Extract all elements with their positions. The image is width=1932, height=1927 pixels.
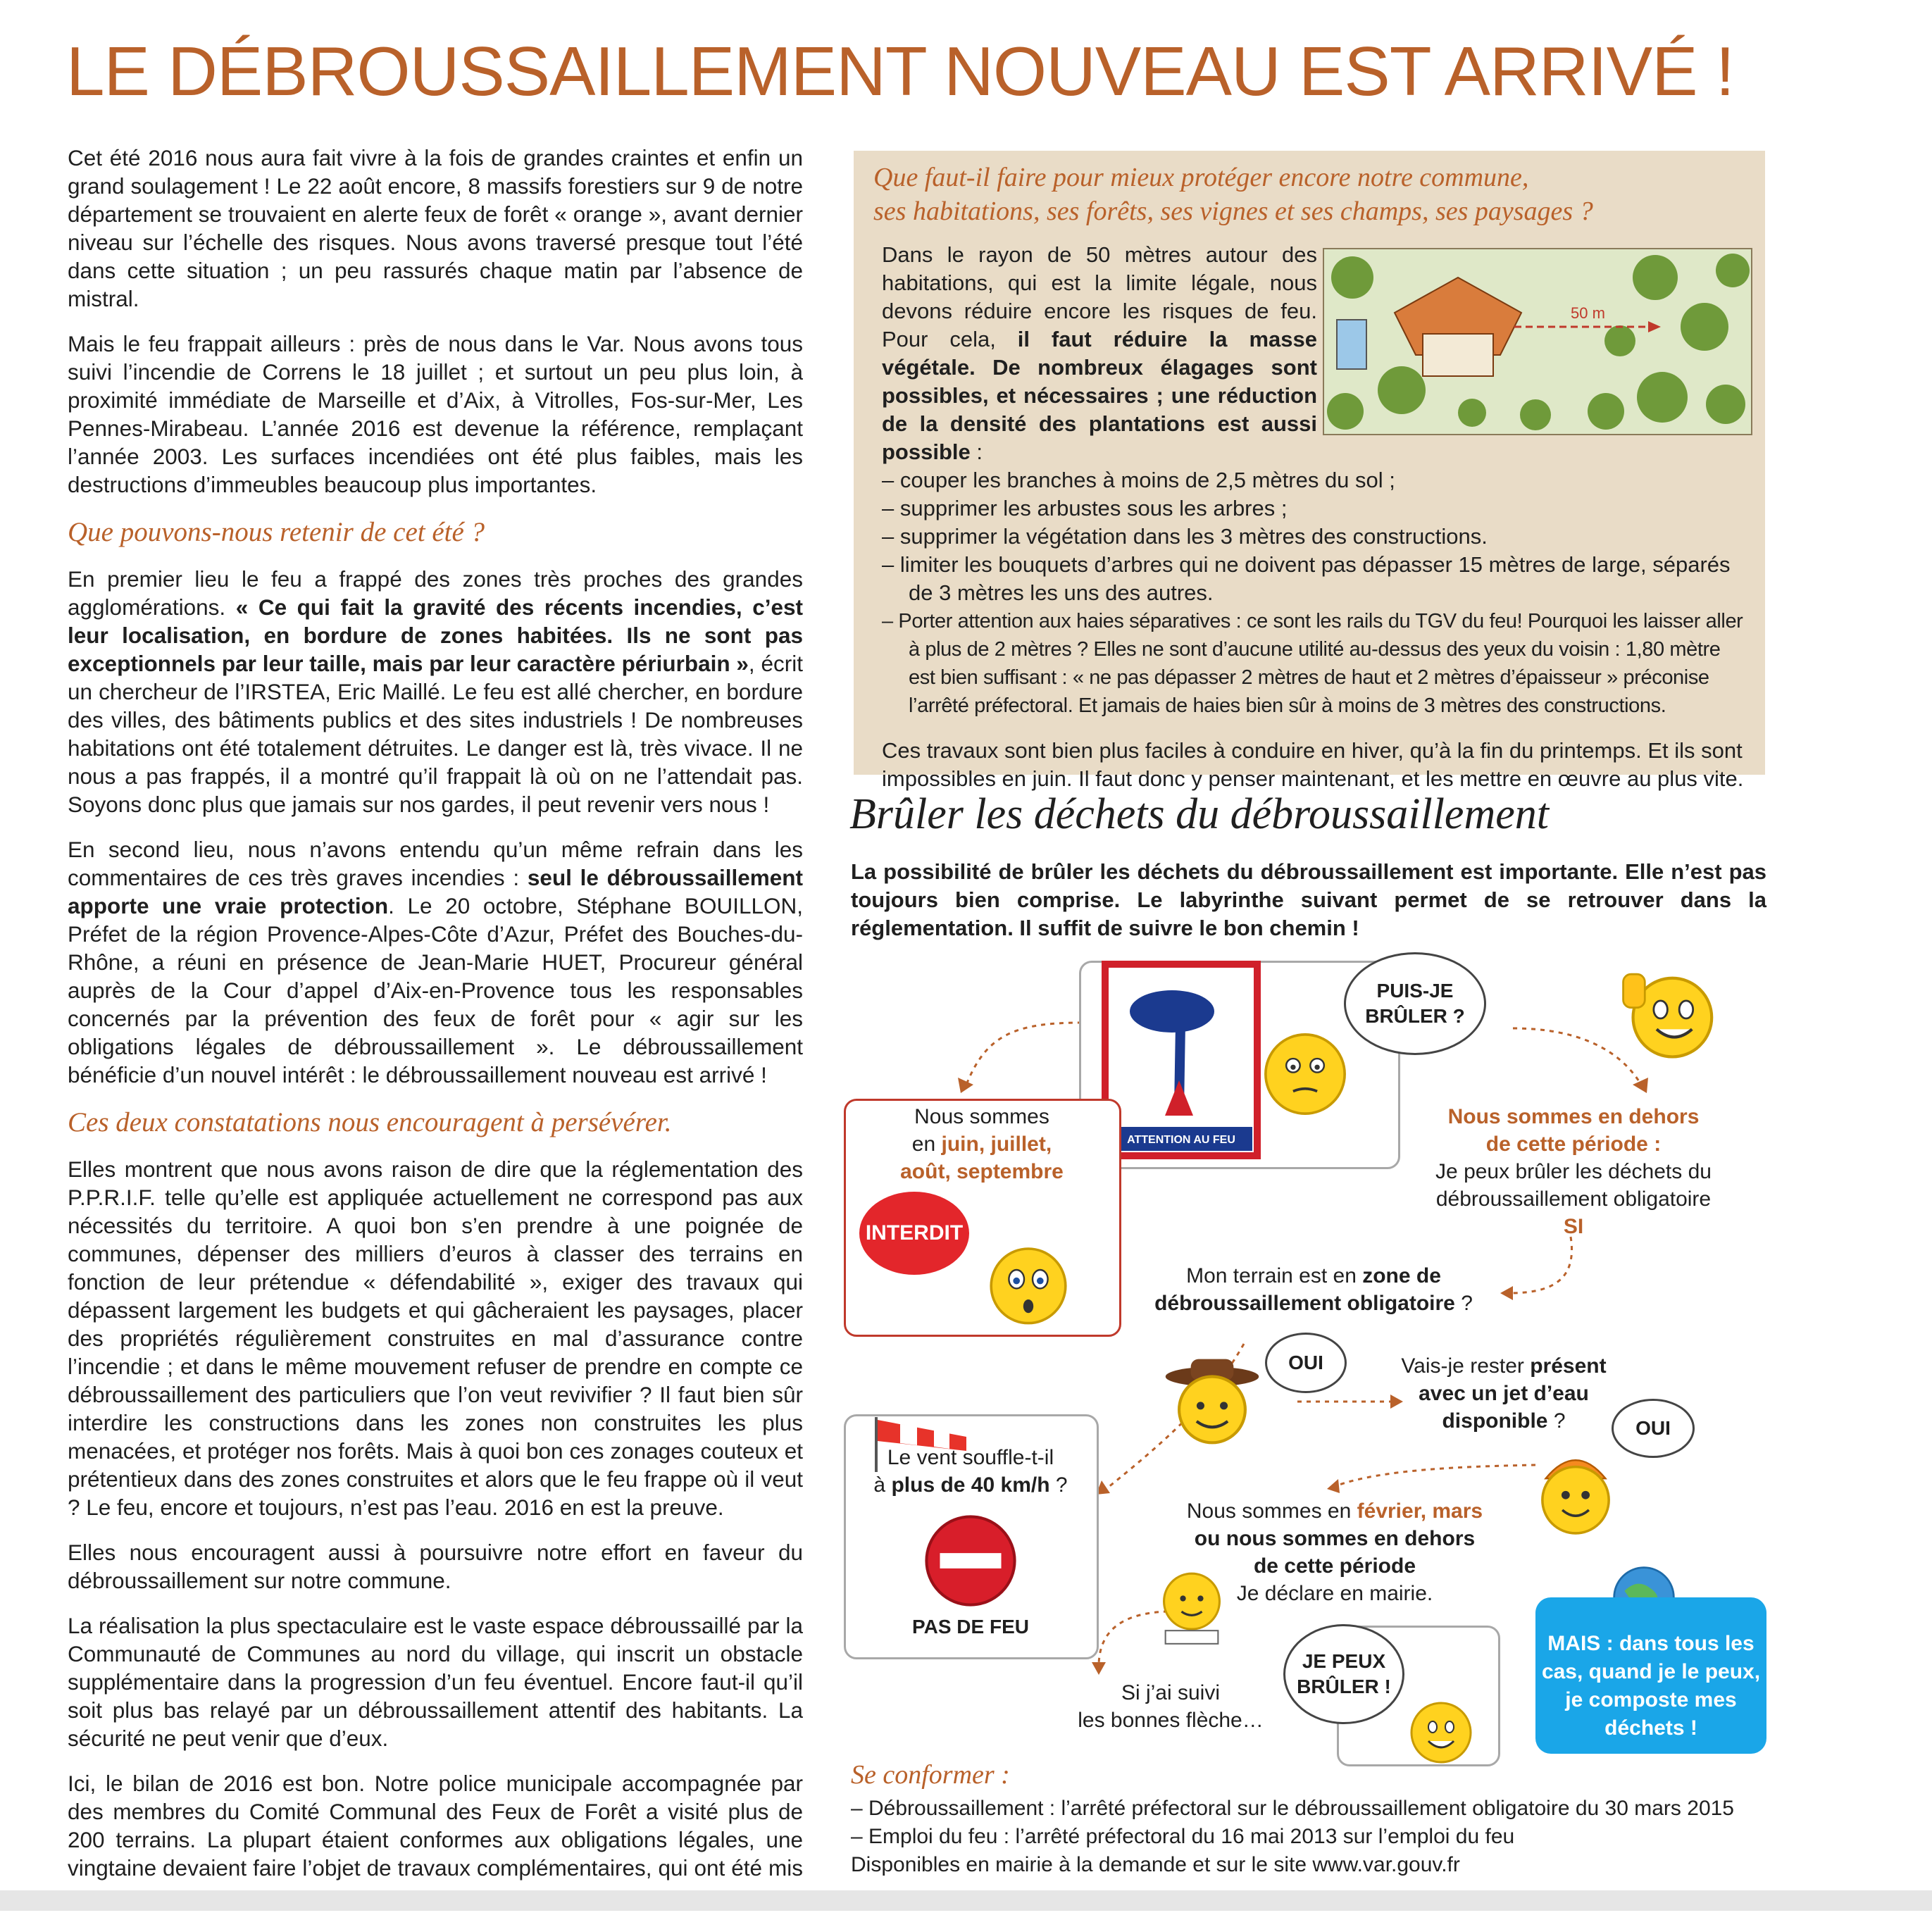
happy-smiley-icon: [1406, 1697, 1476, 1765]
se-conformer: [851, 1759, 1781, 1879]
sign-text: ATTENTION AU FEU: [1127, 1134, 1235, 1146]
conform-line: – Débroussaillement : l’arrêté préfectoral sur le débroussaillement obligatoire du 30 mars 2015: [851, 1797, 1734, 1820]
thumbs-up-smiley-icon: [1617, 966, 1716, 1061]
no-entry-icon: [923, 1513, 1018, 1609]
period-text: Nous sommes en juin, juillet, août, septembre: [900, 1105, 1064, 1183]
section-heading: Que pouvons-nous retenir de cet été ?: [68, 517, 485, 547]
paragraph: Elles montrent que nous avons raison de dire que la réglementation des P.P.R.I.F. telle qu’elle est appliquée actuellement ne correspond pas aux nécessités du territoire. A quoi bon s’en prendre à une poignée de communes, dépenser des milliers d’euros à classer des terrains en fonction de leur prétendue « défendabilité », exiger des travaux qui dépassent largement les budgets et qui gâcheraient les paysages, placer des propriétés régulièrement construites en mal d’assurance contre l’incendie ; et dans le même mouvement refuser de prendre en compte ce débroussaillement des particuliers que l’on veut revivifier ? Il faut bien sûr interdire les constructions dans les zones non construites les plus menacées, et protéger nos forêts. Mais à quoi bon ces zonages couteux et prétentieux dans des zones construites et alors que le feu frappe où il veut ? Le feu, encore et toujours, n’est pas l’eau. 2016 en est la preuve.: [68, 1156, 803, 1520]
fevrier-text: Nous sommes en février, mars ou nous sommes en dehors de cette période Je déclare en mairie.: [1186, 1499, 1483, 1605]
worried-smiley-icon: [986, 1237, 1071, 1328]
box-intro: Dans le rayon de 50 mètres autour des habitations, qui est la limite légale, nous devons réduire encore les risques de feu. Pour cela, il faut réduire la masse végétale. De nombreux élagages sont possibles, et nécessaires ; une réduction de la densité des plantations est aussi possible :: [882, 242, 1317, 464]
dehors-text: Nous sommes en dehors de cette période : Je peux brûler les déchets du débroussaillement obligatoire SI: [1435, 1105, 1712, 1238]
attention-sign-icon: [1102, 961, 1261, 1159]
present-question: Vais-je rester présent avec un jet d’eau disponible ?: [1401, 1354, 1607, 1433]
vent-question: Le vent souffle-t-il à plus de 40 km/h ?: [873, 1446, 1068, 1497]
je-peux-bubble: JE PEUX BRÛLER !: [1283, 1624, 1404, 1724]
bruler-intro: La possibilité de brûler les déchets du débroussaillement est importante. Elle n’est pas toujours bien comprise. Le labyrinthe suivant permet de se retrouver dans la réglementation. Il suffit de suivre le bon chemin !: [851, 859, 1766, 940]
paragraph: En second lieu, nous n’avons entendu qu’un même refrain dans les commentaires de ces très graves incendies : seul le débroussaillement apporte une vraie protection. Le 20 octobre, Stéphane BOUILLON, Préfet de la région Provence-Alpes-Côte d’Azur, Préfet des Bouches-du-Rhône, a réuni en présence de Jean-Marie HUET, Procureur général auprès de la Cour d’appel d’Aix-en-Provence tous les responsables concernés par la prévention des feux de forêt pour « agir sur les obligations légales de débroussaillement ». Le débroussaillement bénéficie d’un nouvel intérêt : le débroussaillement nouveau est arrivé !: [68, 837, 804, 1087]
section-heading: Ces deux constatations nous encouragent à persévérer.: [68, 1107, 672, 1137]
thinking-smiley-icon: [1262, 1031, 1348, 1117]
pas-de-feu-label: PAS DE FEU: [912, 1616, 1029, 1638]
box-heading: Que faut-il faire pour mieux protéger encore notre commune, ses habitations, ses forêts, ses vignes et ses champs, ses paysages ?: [873, 163, 1593, 226]
writing-smiley-icon: [1155, 1569, 1228, 1647]
oui-bubble: OUI: [1612, 1399, 1695, 1458]
interdit-badge: INTERDIT: [859, 1192, 969, 1275]
paragraph: En premier lieu le feu a frappé des zones très proches des grandes agglomérations. « Ce qui fait la gravité des récents incendies, c’est leur localisation, en bordure de zones habitées. Ils ne sont pas exceptionnels par leur taille, mais par leur caractère périurbain », écrit un chercheur de l’IRSTEA, Eric Maillé. Le feu est allé chercher, en bordure des villes, des bâtiments publics et des sites industriels ! De nombreuses habitations ont été totalement détruites. Le danger est là, très vivace. Il ne nous a pas frappés, il a montré qu’il frappait là où on ne l’attendait pas. Soyons donc plus que jamais sur nos gardes, il peut revenir vers nous !: [68, 566, 803, 817]
cowboy-smiley-icon: [1164, 1355, 1261, 1447]
terrain-question: Mon terrain est en zone de débroussaillement obligatoire ?: [1154, 1264, 1473, 1315]
mais-compost-box: MAIS : dans tous les cas, quand je le peux, je composte mes déchets !: [1535, 1597, 1766, 1754]
box-outro: Ces travaux sont bien plus faciles à conduire en hiver, qu’à la fin du printemps. Et ils sont impossibles en juin. Il faut donc y penser maintenant, et les mettre en œuvre au plus vite.: [882, 738, 1744, 791]
page-title: LE DÉBROUSSAILLEMENT NOUVEAU EST ARRIVÉ !: [66, 32, 1734, 110]
suivi-text: Si j’ai suivi les bonnes flèche…: [1078, 1681, 1264, 1732]
puis-je-bubble: PUIS-JE BRÛLER ?: [1344, 952, 1486, 1055]
oui-bubble: OUI: [1265, 1333, 1347, 1393]
bottom-band: [0, 1890, 1932, 1911]
list-item: – limiter les bouquets d’arbres qui ne doivent pas dépasser 15 mètres de large, séparés de 3 mètres les uns des autres.: [882, 552, 1731, 605]
conform-heading: Se conformer :: [851, 1760, 1010, 1790]
paragraph: La réalisation la plus spectaculaire est le vaste espace débroussaillé par la Communauté de Communes au nord du village, qui inscrit un obstacle supplémentaire dans la progression d’un feu éventuel. Encore faut-il qu’il soit plus bas relayé par un débroussaillement attentif des habitants. La sécurité ne peut venir que d’eux.: [68, 1613, 803, 1751]
paragraph: Cet été 2016 nous aura fait vivre à la fois de grandes craintes et enfin un grand soulagement ! Le 22 août encore, 8 massifs forestiers sur 9 de notre département se trouvaient en alerte feux de forêt « orange », avant dernier niveau sur l’échelle des risques. Nous avons traversé presque tout l’été dans cette situation ; un peu rassurés chaque matin par l’absence de mistral.: [68, 145, 803, 311]
paragraph: Elles nous encouragent aussi à poursuivre notre effort en faveur du débroussaillement sur notre commune.: [68, 1540, 803, 1593]
conform-line: Disponibles en mairie à la demande et sur le site www.var.gouv.fr: [851, 1853, 1460, 1876]
list-item: – Porter attention aux haies séparatives : ce sont les rails du TGV du feu! Pourquoi les laisser aller à plus de 2 mètres ? Elles ne sont d’aucune utilité au-dessus des yeux du voisin : 1,80 mètre est bien suffisant : « ne pas dépasser 2 mètres de haut et 2 mètres d’épaisseur » préconise l’arrêté préfectoral. Et jamais de haies bien sûr à moins de 3 mètres des constructions.: [882, 610, 1743, 717]
bruler-title: Brûler les déchets du débroussaillement: [849, 790, 1549, 838]
list-item: – couper les branches à moins de 2,5 mètres du sol ;: [882, 468, 1395, 492]
conform-line: – Emploi du feu : l’arrêté préfectoral du 16 mai 2013 sur l’emploi du feu: [851, 1825, 1515, 1848]
list-item: – supprimer les arbustes sous les arbres ;: [882, 496, 1288, 520]
worker-smiley-icon: [1534, 1445, 1617, 1538]
list-item: – supprimer la végétation dans les 3 mètres des constructions.: [882, 524, 1488, 549]
paragraph: Ici, le bilan de 2016 est bon. Notre police municipale accompagnée par des membres du Comité Communal des Feux de Forêt a visité plus de 200 terrains. La plupart étaient conformes aux obligations légales, une vingtaine devaient faire l’objet de travaux complémentaires, qui ont été mis: [68, 1771, 803, 1881]
distance-label: 50 m: [1571, 304, 1605, 322]
paragraph: Mais le feu frappait ailleurs : près de nous dans le Var. Nous avons tous suivi l’incendie de Correns le 18 juillet ; et surtout un peu plus loin, à proximité immédiate de Marseille et d’Aix, à Vitrolles, Fos-sur-Mer, Les Pennes-Mirabeau. L’année 2016 est devenue la référence, remplaçant l’année 2003. Les surfaces incendiées ont été plus faibles, mais les destructions d’immeubles beaucoup plus importantes.: [68, 331, 803, 497]
